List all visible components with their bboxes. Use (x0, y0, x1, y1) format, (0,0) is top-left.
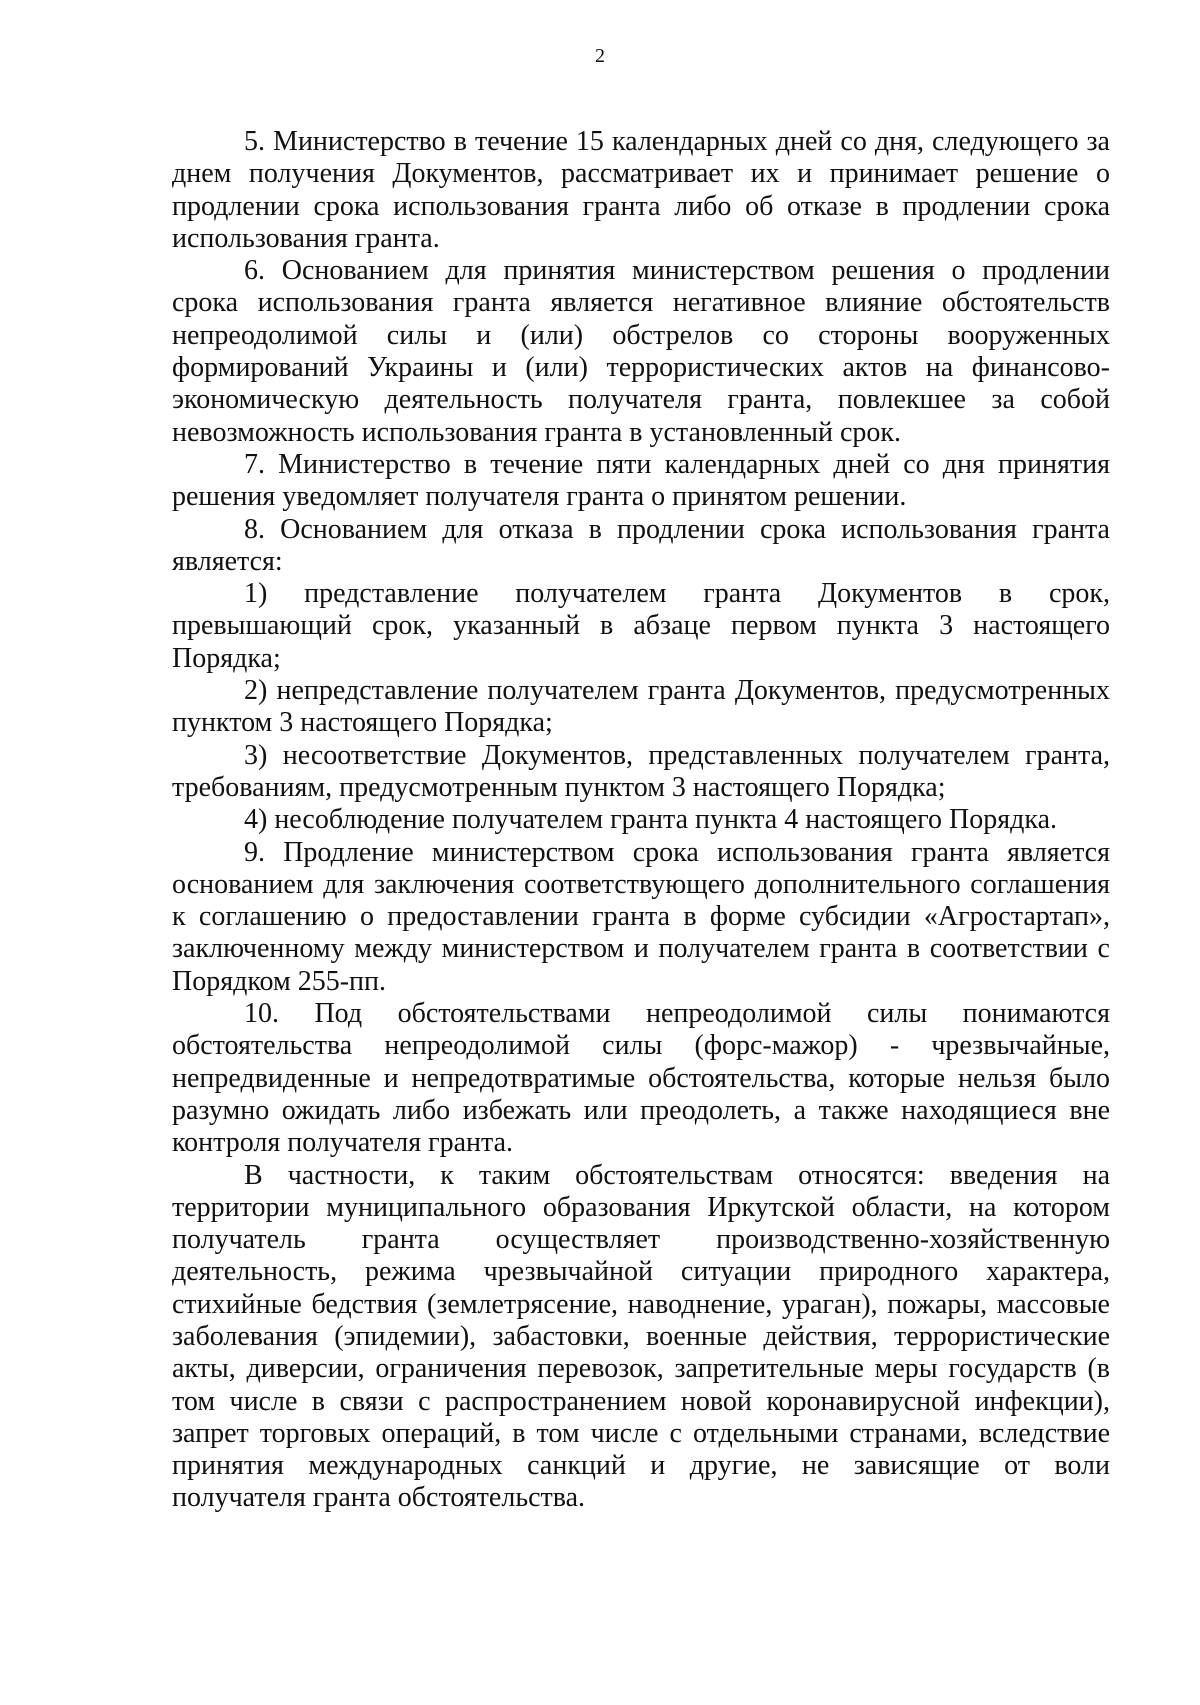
paragraph-8-item-4: 4) несоблюдение получателем гранта пункта 4 настоящего Порядка. (244, 804, 1057, 836)
page-number: 2 (595, 45, 605, 67)
paragraph-10: 10. Под обстоятельствами непреодолимой силы понимаются обстоятельства непреодолимой силы (форс-мажор) - чрезвычайные, непредвиденные и непредотвратимые обстоятельства, которые нельзя было разумно ожидать либо избежать или преодолеть, а также находящиеся вне контроля получателя гранта. (172, 998, 1110, 1159)
paragraph-8-item-3: 3) несоответствие Документов, представленных получателем гранта, требованиям, предусмотренным пунктом 3 настоящего Порядка; (172, 739, 1110, 803)
paragraph-8-item-2: 2) непредставление получателем гранта Документов, предусмотренных пунктом 3 настоящего Порядка; (172, 675, 1110, 739)
paragraph-6: 6. Основанием для принятия министерством решения о продлении срока использования гранта является негативное влияние обстоятельств непреодолимой силы и (или) обстрелов со стороны вооруженных формирований Украины и (или) террористических актов на финансово-экономическую деятельность получателя гранта, повлекшее за собой невозможность использования гранта в установленный срок. (172, 255, 1110, 448)
paragraph-8-item-1: 1) представление получателем гранта Документов в срок, превышающий срок, указанный в абзаце первом пункта 3 настоящего Порядка; (172, 578, 1110, 674)
paragraph-9: 9. Продление министерством срока использования гранта является основанием для заключения соответствующего дополнительного соглашения к соглашению о предоставлении гранта в форме субсидии «Агростартап», заключенному между министерством и получателем гранта в соответствии с Порядком 255-пп. (172, 836, 1110, 997)
paragraph-8: 8. Основанием для отказа в продлении срока использования гранта является: (172, 513, 1110, 577)
paragraph-7: 7. Министерство в течение пяти календарных дней со дня принятия решения уведомляет получателя гранта о принятом решении. (172, 448, 1110, 513)
document-body (172, 126, 1110, 1515)
paragraph-10-detail: В частности, к таким обстоятельствам относятся: введения на территории муниципального образования Иркутской области, на котором получатель гранта осуществляет производственно-хозяйственную деятельность, режима чрезвычайной ситуации природного характера, стихийные бедствия (землетрясение, наводнение, ураган), пожары, массовые заболевания (эпидемии), забастовки, военные действия, террористические акты, диверсии, ограничения перевозок, запретительные меры государств (в том числе в связи с распространением новой коронавирусной инфекции), запрет торговых операций, в том числе с отдельными странами, вследствие принятия международных санкций и другие, не зависящие от воли получателя гранта обстоятельства. (172, 1159, 1110, 1514)
paragraph-5: 5. Министерство в течение 15 календарных дней со дня, следующего за днем получения Документов, рассматривает их и принимает решение о продлении срока использования гранта либо об отказе в продлении срока использования гранта. (172, 126, 1110, 254)
